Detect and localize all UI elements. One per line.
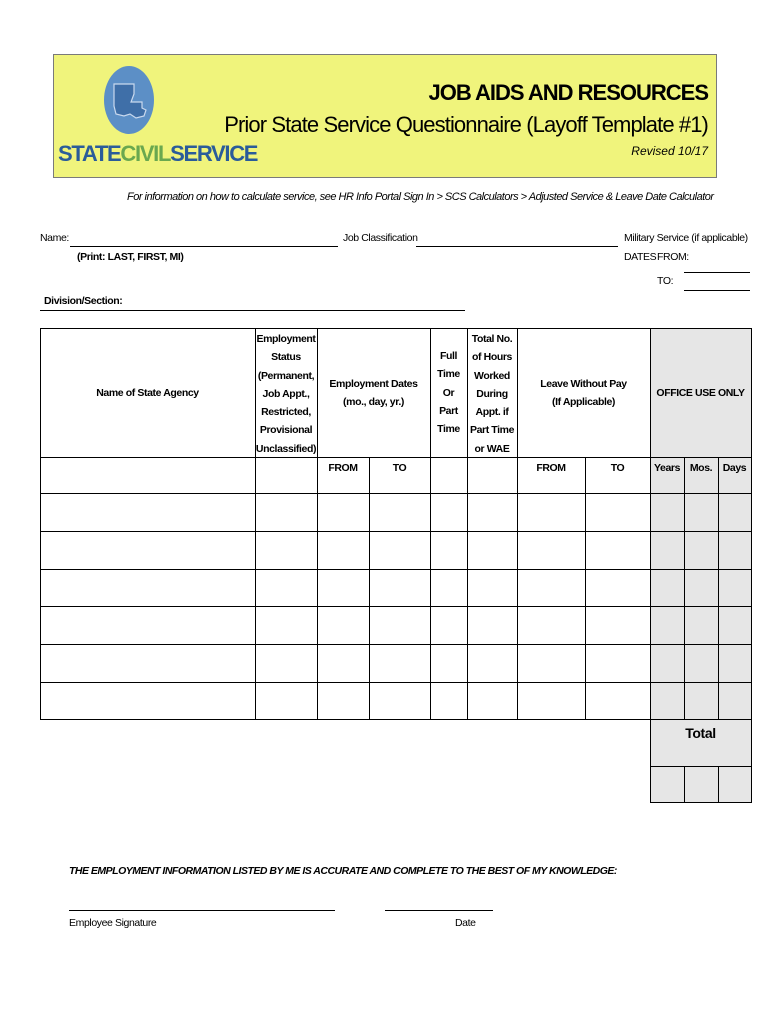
page-title: JOB AIDS AND RESOURCES [428,80,708,105]
military-service-label: Military Service (if applicable) [624,232,748,244]
date-field[interactable] [385,910,493,911]
header-full-part-time: Full Time Or Part Time [437,350,460,436]
military-dates-label: DATES [624,251,657,263]
table-row[interactable] [41,570,650,606]
header-dates-to: TO [392,462,407,474]
header-employment-status: Employment Status (Permanent, Job Appt., Restricted, Provisional Unclassified) [255,333,317,455]
certification-statement: THE EMPLOYMENT INFORMATION LISTED BY ME IS ACCURATE AND COMPLETE TO THE BEST OF MY KNOWLEDGE: [69,865,617,877]
table-row[interactable] [41,494,650,531]
military-from-label: FROM: [657,251,689,263]
header-total-hours: Total No. of Hours Worked During Appt. if Part Time or WAE [469,333,515,455]
louisiana-logo-icon [104,66,154,134]
revision-date: Revised 10/17 [631,144,708,158]
header-days: Days [722,462,747,474]
header-dates-from: FROM [328,462,358,474]
military-from-field[interactable] [684,272,750,273]
info-text: For information on how to calculate service, see HR Info Portal Sign In > SCS Calculators > Adjusted Service & Leave Date Calculator [127,191,714,203]
employee-signature-label: Employee Signature [69,917,157,929]
table-row[interactable] [41,645,650,682]
name-hint: (Print: LAST, FIRST, MI) [77,251,184,263]
header-office-use-only: OFFICE USE ONLY [656,387,745,399]
table-row[interactable] [41,607,650,644]
division-field[interactable] [40,310,465,311]
job-classification-field[interactable] [416,246,618,247]
name-label: Name: [40,232,69,244]
header-years: Years [653,462,681,474]
header-agency: Name of State Agency [96,387,199,399]
page-subtitle: Prior State Service Questionnaire (Layoff Template #1) [224,112,708,137]
division-label: Division/Section: [44,295,123,307]
header-lwop-from: FROM [536,462,566,474]
employee-signature-field[interactable] [69,910,335,911]
total-label: Total [685,725,716,741]
military-to-label: TO: [657,275,674,287]
header-employment-dates: Employment Dates (mo., day, yr.) [329,378,418,409]
job-classification-label: Job Classification [343,232,418,244]
military-to-field[interactable] [684,290,750,291]
name-field[interactable] [70,246,338,247]
state-civil-service-logo: STATECIVILSERVICE [58,141,258,166]
header-months: Mos. [689,462,713,474]
header-leave-without-pay: Leave Without Pay (If Applicable) [540,378,627,409]
table-row[interactable] [41,532,650,569]
table-row[interactable] [41,683,650,719]
date-label: Date [455,917,476,929]
header-lwop-to: TO [610,462,625,474]
